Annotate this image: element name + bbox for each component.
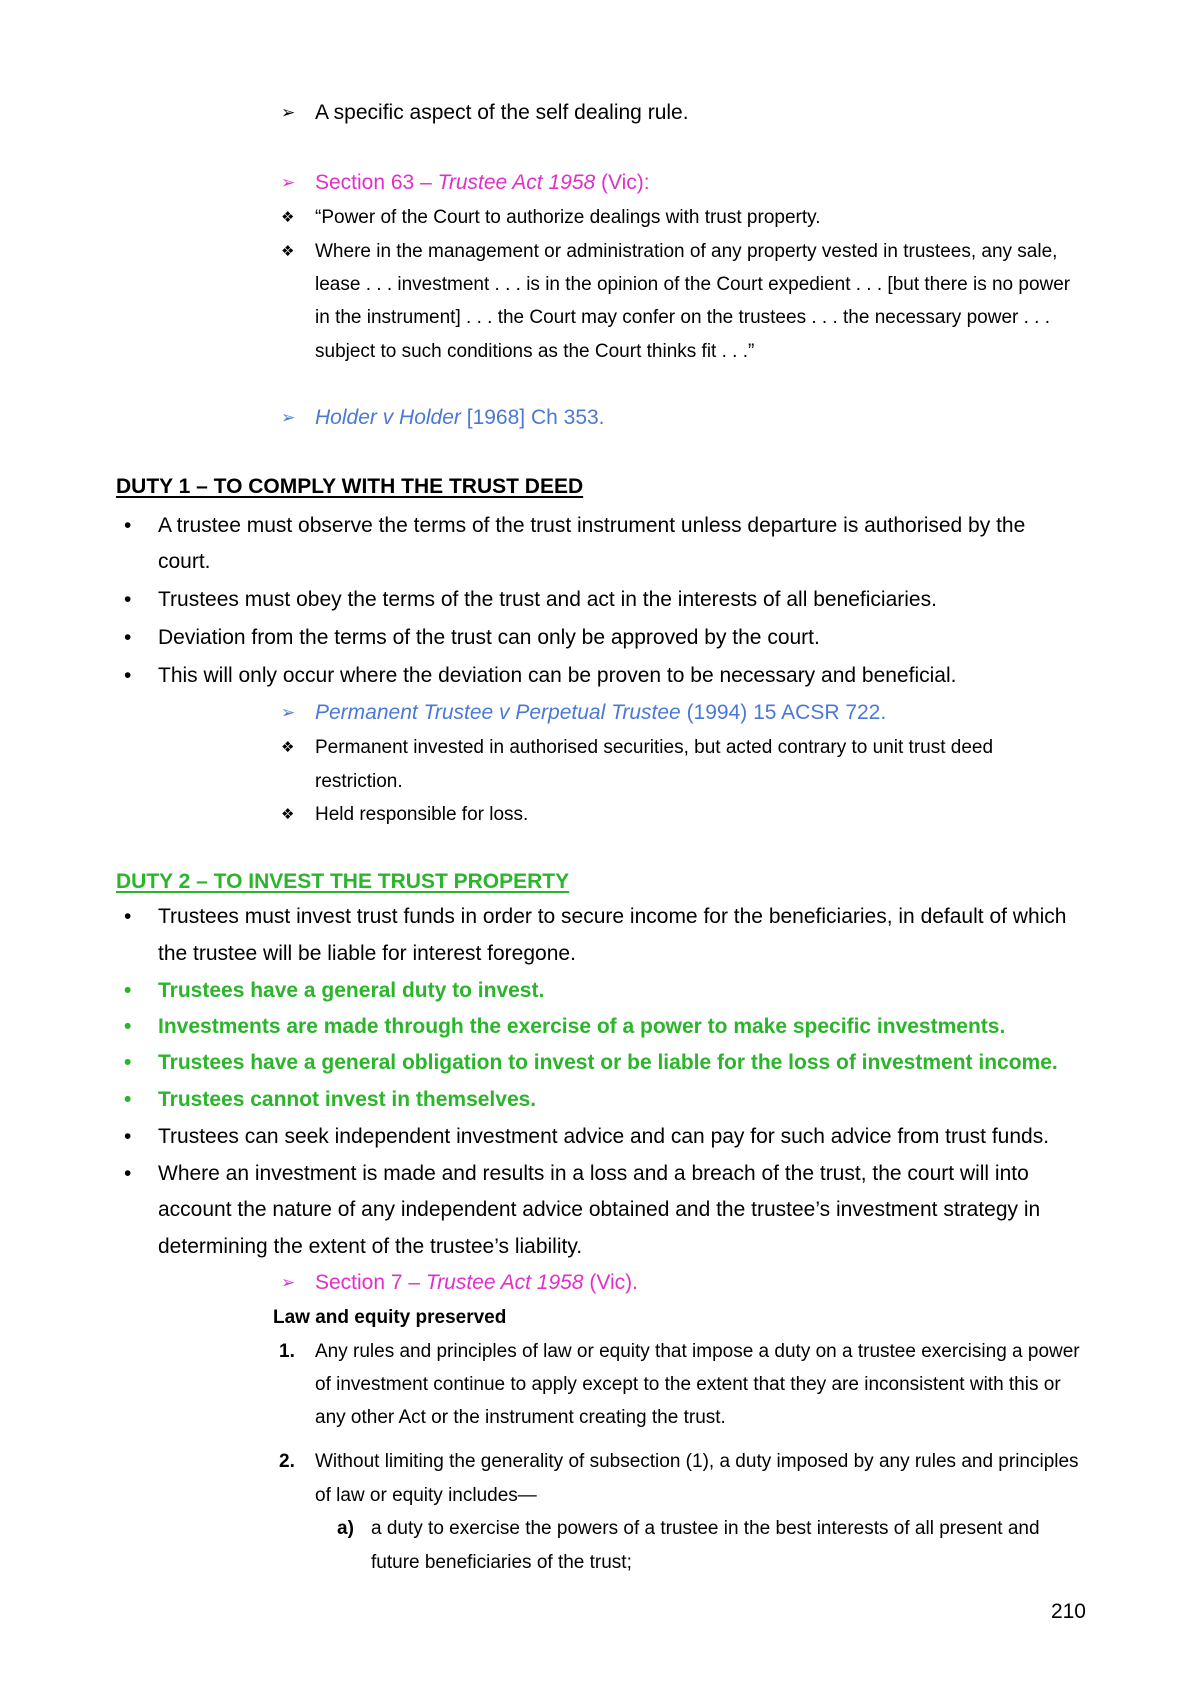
case-citation — [315, 695, 886, 731]
bullet-line: determining the extent of the trustee’s liability. — [158, 1234, 583, 1258]
lettered-subitem — [337, 1512, 1040, 1579]
highlighted-bullet-item — [124, 973, 545, 1009]
bullet-line: account the nature of any independent advice obtained and the trustee’s investment strategy in — [158, 1198, 1041, 1222]
case-reference-permanent — [281, 695, 887, 731]
highlighted-bullet-item — [124, 1082, 537, 1118]
case-name: Holder v Holder — [315, 406, 461, 429]
case-note — [281, 798, 529, 831]
diamond-bullet-icon: ❖ — [281, 208, 295, 226]
bullet-line: Trustees can seek independent investment advice and can pay for such advice from trust funds. — [158, 1125, 1050, 1148]
subitem-line: a duty to exercise the powers of a trustee in the best interests of all present and — [371, 1518, 1040, 1539]
bullet-item — [124, 508, 1026, 580]
bullet-line: Where an investment is made and results in a loss and a breach of the trust, the court will into — [158, 1162, 1029, 1185]
item-number: 1. — [279, 1341, 295, 1362]
item-line: any other Act or the instrument creating the trust. — [315, 1407, 726, 1429]
heading-text: DUTY 1 – TO COMPLY WITH THE TRUST DEED — [116, 475, 584, 498]
diamond-bullet-icon: ❖ — [281, 805, 295, 823]
case-report: [1968] Ch 353. — [460, 406, 605, 429]
bullet-line: Trustees must obey the terms of the trust and act in the interests of all beneficiaries. — [158, 588, 937, 611]
bullet-icon: • — [124, 588, 132, 611]
arrow-bullet-icon: ➢ — [281, 703, 296, 723]
bullet-icon: • — [124, 1162, 132, 1185]
section-label: Section 63 – — [315, 171, 438, 194]
section-63-reference — [281, 165, 650, 201]
case-report: (1994) 15 ACSR 722. — [680, 701, 887, 724]
bullet-line: the trustee will be liable for interest foregone. — [158, 941, 576, 965]
bullet-line: This will only occur where the deviation can be proven to be necessary and beneficial. — [158, 664, 957, 687]
subitem-label: a) — [337, 1518, 354, 1539]
bullet-line: Trustees have a general obligation to invest or be liable for the loss of investment income. — [158, 1051, 1058, 1074]
bullet-line: Trustees have a general duty to invest. — [158, 979, 545, 1002]
bullet-line: court. — [158, 549, 211, 573]
quote-line: Where in the management or administration of any property vested in trustees, any sale, — [315, 241, 1058, 262]
quote-line: lease . . . investment . . . is in the opinion of the Court expedient . . . [but there is no power — [315, 274, 1071, 296]
case-note-line: Permanent invested in authorised securities, but acted contrary to unit trust deed — [315, 737, 994, 758]
quote-item — [281, 235, 1071, 368]
highlighted-bullet-item — [124, 1009, 1006, 1045]
highlighted-bullet-item — [124, 1045, 1058, 1081]
arrow-bullet-icon: ➢ — [281, 408, 296, 428]
item-line: of investment continue to apply except to the extent that they are inconsistent with this or — [315, 1374, 1061, 1396]
bullet-item — [124, 620, 820, 656]
diamond-bullet-icon: ❖ — [281, 738, 295, 756]
case-citation — [315, 400, 605, 436]
section-label: Section 7 – — [315, 1271, 426, 1294]
bullet-line: Trustees cannot invest in themselves. — [158, 1088, 537, 1111]
bullet-icon: • — [124, 1051, 132, 1074]
act-title: Trustee Act 1958 — [437, 171, 596, 194]
case-note — [281, 731, 994, 798]
act-title: Trustee Act 1958 — [425, 1271, 584, 1294]
section-heading-duty-2 — [116, 864, 569, 900]
case-note-line: restriction. — [315, 770, 403, 792]
bullet-icon: • — [124, 1125, 132, 1148]
statute-citation — [315, 1265, 638, 1301]
bullet-item — [124, 1156, 1041, 1265]
bullet-line: Trustees must invest trust funds in order to secure income for the beneficiaries, in default of which — [158, 905, 1067, 928]
diamond-bullet-icon: ❖ — [281, 242, 295, 260]
item-number: 2. — [279, 1451, 295, 1472]
bullet-item — [124, 658, 957, 694]
bullet-item — [124, 899, 1067, 973]
numbered-item — [279, 1335, 1080, 1435]
page-number: 210 — [1050, 1600, 1086, 1623]
item-line: Any rules and principles of law or equity that impose a duty on a trustee exercising a power — [315, 1341, 1080, 1362]
bullet-icon: • — [124, 1088, 132, 1111]
note-text: A specific aspect of the self dealing rule. — [315, 101, 689, 124]
bullet-line: A trustee must observe the terms of the trust instrument unless departure is authorised by the — [158, 514, 1026, 537]
quote-line: “Power of the Court to authorize dealings with trust property. — [315, 207, 821, 228]
quote-line: in the instrument] . . . the Court may confer on the trustees . . . the necessary power . . . — [315, 307, 1051, 329]
bullet-line: Deviation from the terms of the trust can only be approved by the court. — [158, 626, 820, 649]
arrow-bullet-icon: ➢ — [281, 1273, 296, 1293]
jurisdiction: (Vic). — [583, 1271, 638, 1294]
case-reference-holder — [281, 400, 605, 436]
bullet-line: Investments are made through the exercise of a power to make specific investments. — [158, 1015, 1006, 1038]
bullet-icon: • — [124, 626, 132, 649]
section-7-reference — [281, 1265, 638, 1301]
bullet-icon: • — [124, 1015, 132, 1038]
bullet-icon: • — [124, 514, 132, 537]
numbered-item — [279, 1445, 1079, 1512]
jurisdiction: (Vic): — [595, 171, 650, 194]
subitem-line: future beneficiaries of the trust; — [371, 1551, 632, 1573]
self-dealing-note — [281, 95, 689, 131]
item-line: of law or equity includes— — [315, 1484, 537, 1506]
quote-line: subject to such conditions as the Court thinks fit . . .” — [315, 340, 755, 362]
bullet-icon: • — [124, 905, 132, 928]
statute-subheading — [273, 1301, 506, 1334]
section-heading-duty-1 — [116, 469, 583, 505]
arrow-bullet-icon: ➢ — [281, 173, 296, 193]
heading-text: DUTY 2 – TO INVEST THE TRUST PROPERTY — [116, 870, 570, 893]
arrow-bullet-icon: ➢ — [281, 103, 296, 123]
bullet-icon: • — [124, 664, 132, 687]
case-name: Permanent Trustee v Perpetual Trustee — [315, 701, 681, 724]
quote-item — [281, 201, 821, 234]
bullet-item — [124, 1119, 1050, 1155]
subheading-text: Law and equity preserved — [273, 1307, 507, 1328]
bullet-icon: • — [124, 979, 132, 1002]
item-line: Without limiting the generality of subsection (1), a duty imposed by any rules and principles — [315, 1451, 1079, 1472]
statute-citation — [315, 165, 650, 201]
bullet-item — [124, 582, 937, 618]
case-note-line: Held responsible for loss. — [315, 804, 529, 825]
